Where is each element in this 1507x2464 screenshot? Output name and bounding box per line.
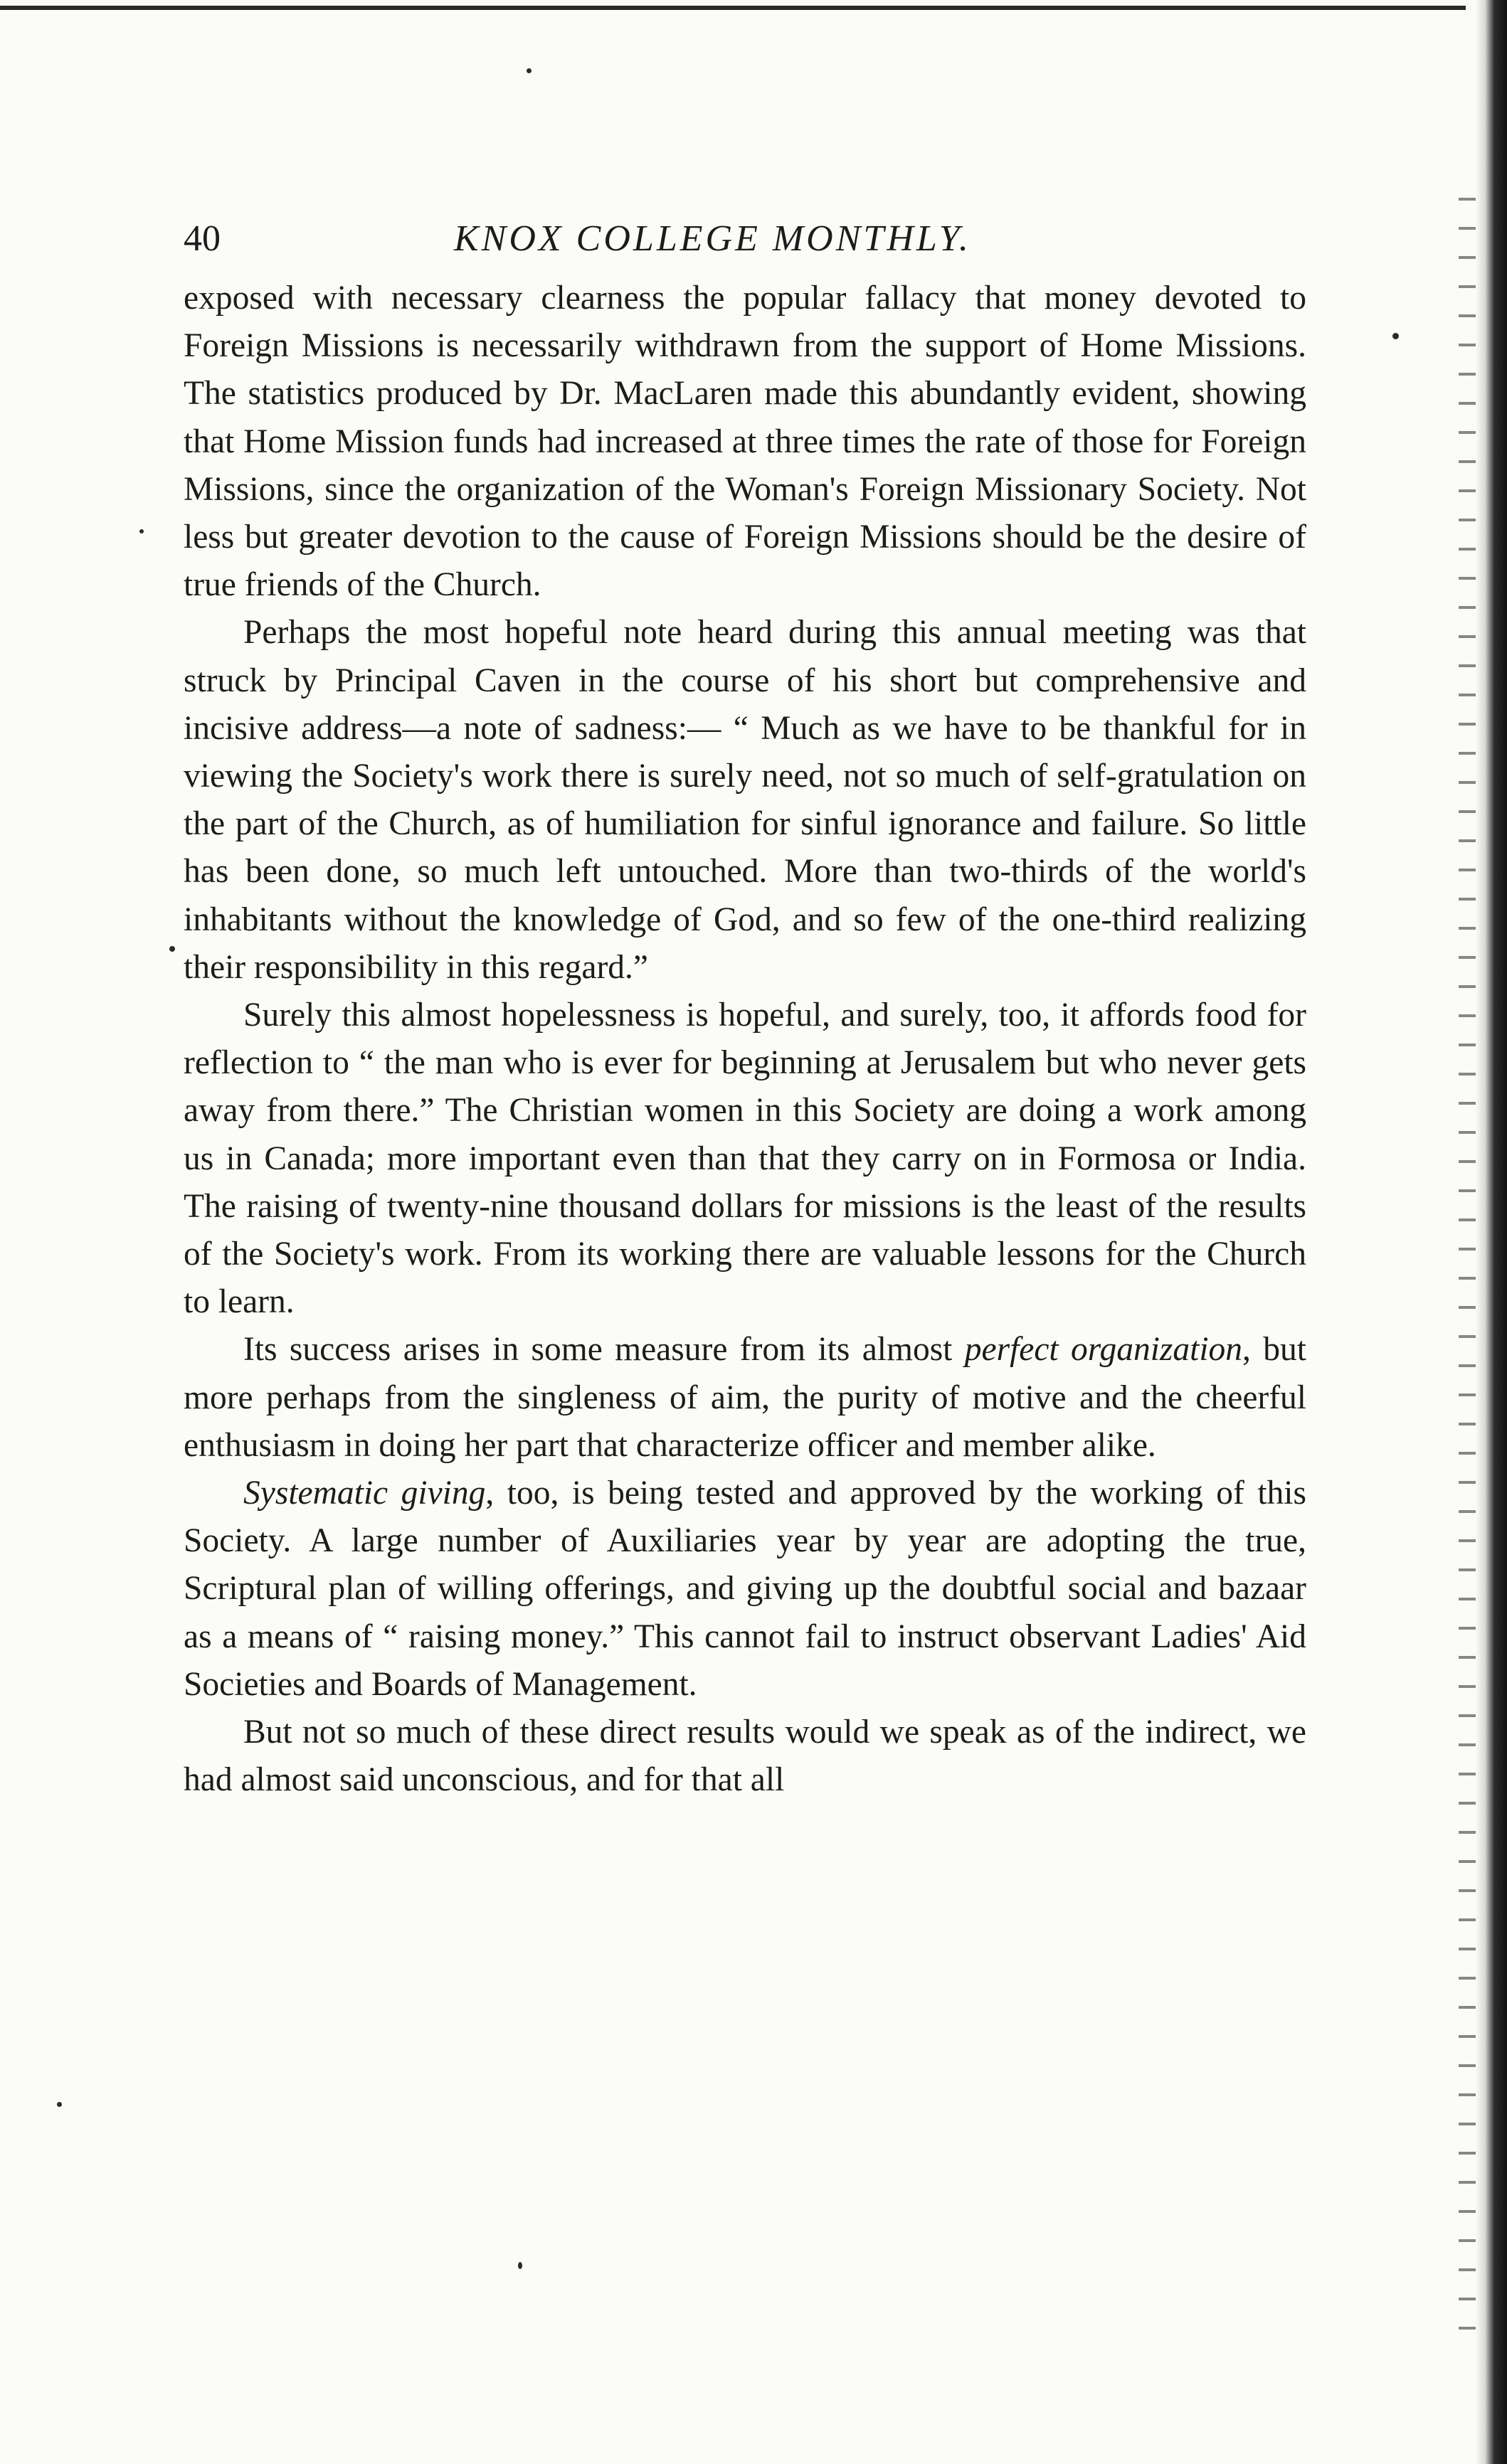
paragraph-6 — [184, 1709, 1306, 1804]
scan-speck — [169, 946, 175, 952]
paragraph-2 — [184, 609, 1306, 992]
article-body — [184, 275, 1306, 1805]
scan-speck — [139, 529, 144, 533]
scan-speck — [527, 68, 532, 73]
page-number: 40 — [184, 218, 221, 259]
paragraph-text: Its success arises in some measure from its almost — [243, 1331, 965, 1369]
top-scan-rule — [0, 6, 1466, 10]
scan-speck — [518, 2262, 522, 2269]
emphasis-systematic-giving: Systematic giving — [243, 1475, 486, 1512]
paragraph-text: Surely this almost hopelessness is hopeful, and surely, too, it affords food for reflection to “ the man who is ever for beginning at Jerusalem but who never gets away from there.” The Christian women in this Society are doing a work among us in Canada; more important even than that they carry on in Formosa or India. The raising of twenty-nine thousand dollars for missions is the least of the results of the Society's work. From its working there are valuable lessons for the Church to learn. — [184, 997, 1306, 1321]
paragraph-text: exposed with necessary clearness the popular fallacy that money devoted to Foreign Missions is necessarily withdrawn from the support of Home Missions. The statistics produced by Dr. MacLaren made this abundantly evident, showing that Home Mission funds had increased at three times the rate of those for Foreign Missions, since the organization of the Woman's Foreign Missionary Society. Not less but greater devotion to the cause of Foreign Missions should be the desire of true friends of the Church. — [184, 280, 1306, 604]
paragraph-text: But not so much of these direct results would we speak as of the indirect, we had almost said unconscious, and for that all — [184, 1714, 1306, 1799]
scan-speck — [1392, 333, 1399, 339]
scan-speck — [57, 2102, 62, 2107]
paragraph-1 — [184, 275, 1306, 609]
journal-title: KNOX COLLEGE MONTHLY. — [454, 218, 971, 259]
paragraph-3 — [184, 992, 1306, 1326]
running-head — [184, 211, 1306, 275]
binding-shadow — [1459, 185, 1476, 2354]
paragraph-text: , too, is being tested and approved by the working of this Society. A large number of Auxiliaries year by year are adopting the true, Scriptural plan of willing offerings, and giving up the doubtful social and bazaar as a means of “ raising money.” This cannot fail to instruct observant Ladies' Aid Societies and Boards of Management. — [184, 1475, 1306, 1703]
emphasis-perfect-organization: perfect organization — [964, 1331, 1243, 1369]
paragraph-text: , but more perhaps from the singleness of aim, the purity of motive and the cheerful enthusiasm in doing her part that characterize officer and member alike. — [184, 1331, 1306, 1464]
page-content — [184, 211, 1306, 1805]
page-binding-edge — [1476, 0, 1507, 2464]
paragraph-4 — [184, 1326, 1306, 1470]
paragraph-5 — [184, 1470, 1306, 1709]
paragraph-text: Perhaps the most hopeful note heard during this annual meeting was that struck by Principal Caven in the course of his short but comprehensive and incisive address—a note of sadness:— “ Much as we have to be thankful for in viewing the Society's work there is surely need, not so much of self-gratulation on the part of the Church, as of humiliation for sinful ignorance and failure. So little has been done, so much left untouched. More than two-thirds of the world's inhabitants without the knowledge of God, and so few of the one-third realizing their responsibility in this regard.” — [184, 614, 1306, 986]
